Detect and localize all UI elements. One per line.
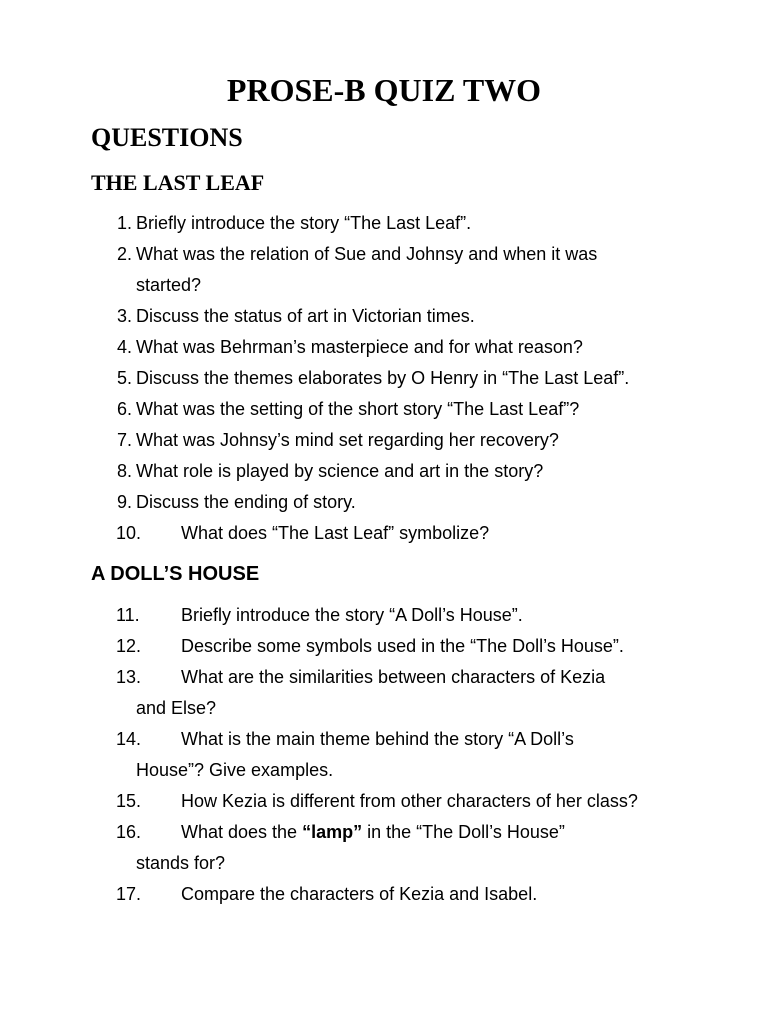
dolls-house-question-list xyxy=(0,600,638,910)
question-text-continued: and Else? xyxy=(136,698,217,718)
question-number: 4. xyxy=(117,337,133,357)
question-text-part: What does the xyxy=(181,822,303,842)
question-item xyxy=(0,817,638,879)
section-heading-last-leaf: THE LAST LEAF xyxy=(91,170,265,195)
question-number: 3. xyxy=(117,306,133,326)
question-number: 2. xyxy=(117,244,133,264)
question-text: What does “The Last Leaf” symbolize? xyxy=(181,523,490,543)
question-text: Briefly introduce the story “The Last Leaf”. xyxy=(136,213,472,233)
question-text: Describe some symbols used in the “The Doll’s House”. xyxy=(181,636,624,656)
question-text: How Kezia is different from other characters of her class? xyxy=(181,791,638,811)
question-number: 5. xyxy=(117,368,133,388)
question-text: What role is played by science and art in the story? xyxy=(136,461,544,481)
question-text: Discuss the themes elaborates by O Henry in “The Last Leaf”. xyxy=(136,368,630,388)
question-text: Briefly introduce the story “A Doll’s House”. xyxy=(181,605,523,625)
question-item xyxy=(0,724,638,786)
question-item xyxy=(0,208,629,239)
question-number: 8. xyxy=(117,461,133,481)
question-item xyxy=(0,786,638,817)
question-number: 15. xyxy=(116,791,142,811)
question-number: 14. xyxy=(116,729,142,749)
question-number: 12. xyxy=(116,636,142,656)
question-text-part: in the “The Doll’s House” xyxy=(362,822,565,842)
question-item xyxy=(0,487,629,518)
question-number: 13. xyxy=(116,667,142,687)
question-number: 1. xyxy=(117,213,133,233)
section-heading-dolls-house: A DOLL’S HOUSE xyxy=(91,563,260,585)
question-item xyxy=(0,662,638,724)
question-item xyxy=(0,456,629,487)
question-item xyxy=(0,600,638,631)
question-text: What was Behrman’s masterpiece and for what reason? xyxy=(136,337,583,357)
question-item xyxy=(0,518,629,549)
question-item xyxy=(0,301,629,332)
question-item xyxy=(0,879,638,910)
question-number: 16. xyxy=(116,822,142,842)
emphasized-term: “lamp” xyxy=(302,822,363,842)
question-item xyxy=(0,332,629,363)
last-leaf-question-list xyxy=(0,208,629,549)
question-number: 9. xyxy=(117,492,133,512)
question-item xyxy=(0,394,629,425)
document-title: PROSE-B QUIZ TWO xyxy=(226,72,542,108)
question-text-continued: stands for? xyxy=(136,853,226,873)
question-text: Discuss the ending of story. xyxy=(136,492,356,512)
question-text-continued: started? xyxy=(136,275,202,295)
question-item xyxy=(0,631,638,662)
question-text-continued: House”? Give examples. xyxy=(136,760,334,780)
question-item xyxy=(0,239,629,301)
question-number: 7. xyxy=(117,430,133,450)
question-text: Compare the characters of Kezia and Isabel. xyxy=(181,884,538,904)
question-text: What was the setting of the short story “The Last Leaf”? xyxy=(136,399,580,419)
question-text: What is the main theme behind the story “A Doll’s xyxy=(181,729,574,749)
question-text xyxy=(181,817,565,848)
question-number: 6. xyxy=(117,399,133,419)
question-item xyxy=(0,425,629,456)
question-text: What was Johnsy’s mind set regarding her recovery? xyxy=(136,430,559,450)
question-text: What are the similarities between characters of Kezia xyxy=(181,667,606,687)
question-number: 10. xyxy=(116,523,142,543)
question-number: 11. xyxy=(116,605,140,625)
question-text: Discuss the status of art in Victorian times. xyxy=(136,306,475,326)
question-text: What was the relation of Sue and Johnsy and when it was xyxy=(136,244,598,264)
question-item xyxy=(0,363,629,394)
questions-heading: QUESTIONS xyxy=(91,123,243,152)
question-number: 17. xyxy=(116,884,142,904)
